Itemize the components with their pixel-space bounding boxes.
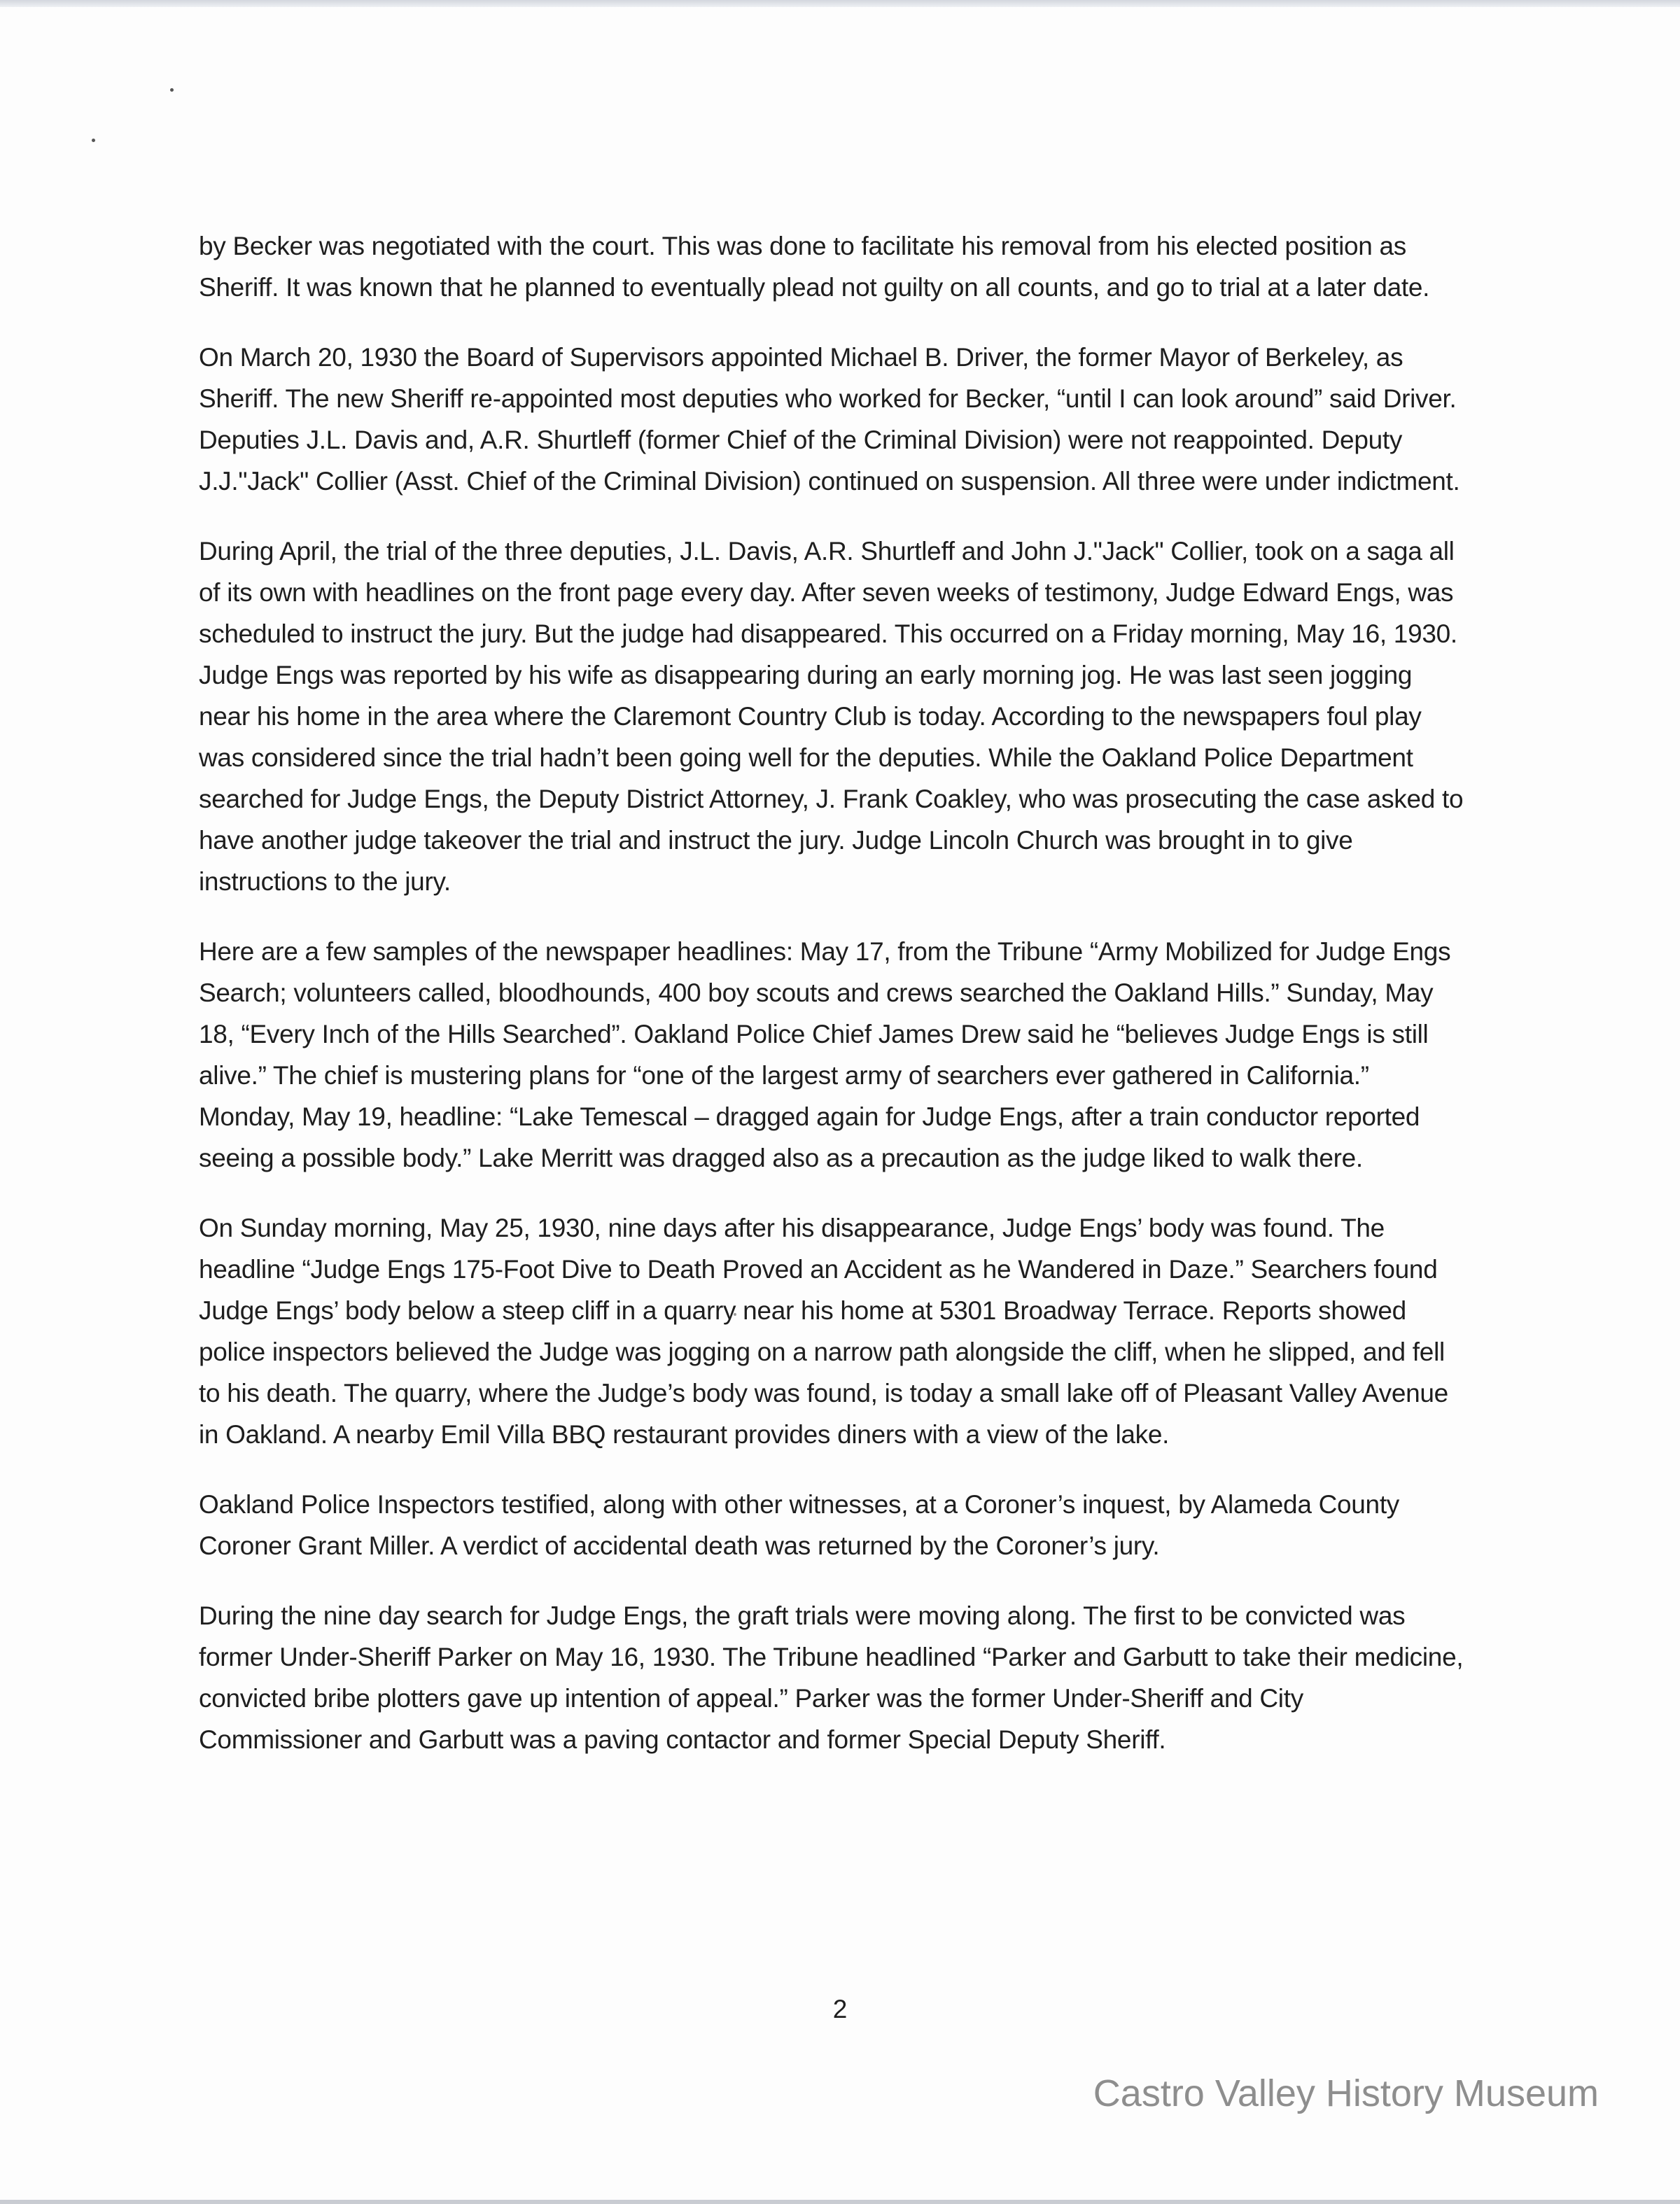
scan-top-edge <box>0 0 1680 7</box>
scan-bottom-edge <box>0 2200 1680 2204</box>
paragraph-coroner-inquest: Oakland Police Inspectors testified, along with other witnesses, at a Coroner’s inquest, by Alameda County Coroner Grant Miller. A verdict of accidental death was returned by the Coroner’s jury. <box>199 1490 1400 1560</box>
document-body <box>199 225 1466 1789</box>
scan-speck <box>170 88 174 92</box>
paragraph-judge-disappears: During April, the trial of the three deputies, J.L. Davis, A.R. Shurtleff and John J."Jack" Collier, took on a saga all of its own with headlines on the front page every day. After seven weeks of testimony, Judge Edward Engs, was scheduled to instruct the jury. But the judge had disappeared. This occurred on a Friday morning, May 16, 1930. Judge Engs was reported by his wife as disappearing during an early morning jog. He was last seen jogging near his home in the area where the Claremont Country Club is today. According to the newspapers foul play was considered since the trial hadn’t been going well for the deputies. While the Oakland Police Department searched for Judge Engs, the Deputy District Attorney, J. Frank Coakley, who was prosecuting the case asked to have another judge takeover the trial and instruct the jury. Judge Lincoln Church was brought in to give instructions to the jury. <box>199 537 1464 896</box>
scan-speck <box>92 139 95 142</box>
paragraph-becker-plea: by Becker was negotiated with the court. This was done to facilitate his removal from his elected position as Sheriff. It was known that he planned to eventually plead not guilty on all counts, and go to trial at a later date. <box>199 232 1430 302</box>
paragraph-driver-appointed: On March 20, 1930 the Board of Supervisors appointed Michael B. Driver, the former Mayor of Berkeley, as Sheriff. The new Sheriff re-appointed most deputies who worked for Becker, “until I can look around” said Driver. Deputies J.L. Davis and, A.R. Shurtleff (former Chief of the Criminal Division) were not reappointed. Deputy J.J."Jack" Collier (Asst. Chief of the Criminal Division) continued on suspension. All three were under indictment. <box>199 343 1460 496</box>
watermark: Castro Valley History Museum <box>1093 2072 1599 2114</box>
paragraph-graft-trials: During the nine day search for Judge Engs, the graft trials were moving along. The first to be convicted was former Under-Sheriff Parker on May 16, 1930. The Tribune headlined “Parker and Garbutt to take their medicine, convicted bribe plotters gave up intention of appeal.” Parker was the former Under-Sheriff and City Commissioner and Garbutt was a paving contactor and former Special Deputy Sheriff. <box>199 1601 1464 1754</box>
paragraph-newspaper-headlines: Here are a few samples of the newspaper headlines: May 17, from the Tribune “Army Mobilized for Judge Engs Search; volunteers called, bloodhounds, 400 boy scouts and crews searched the Oakland Hills.” Sunday, May 18, “Every Inch of the Hills Searched”. Oakland Police Chief James Drew said he “believes Judge Engs is still alive.” The chief is mustering plans for “one of the largest army of searchers ever gathered in California.” Monday, May 19, headline: “Lake Temescal – dragged again for Judge Engs, after a train conductor reported seeing a possible body.” Lake Merritt was dragged also as a precaution as the judge liked to walk there. <box>199 937 1451 1172</box>
page-number: 2 <box>832 1995 848 2023</box>
paragraph-body-found: On Sunday morning, May 25, 1930, nine days after his disappearance, Judge Engs’ body was found. The headline “Judge Engs 175-Foot Dive to Death Proved an Accident as he Wandered in Daze.” Searchers found Judge Engs’ body below a steep cliff in a quarry near his home at 5301 Broadway Terrace. Reports showed police inspectors believed the Judge was jogging on a narrow path alongside the cliff, when he slipped, and fell to his death. The quarry, where the Judge’s body was found, is today a small lake off of Pleasant Valley Avenue in Oakland. A nearby Emil Villa BBQ restaurant provides diners with a view of the lake. <box>199 1214 1448 1449</box>
